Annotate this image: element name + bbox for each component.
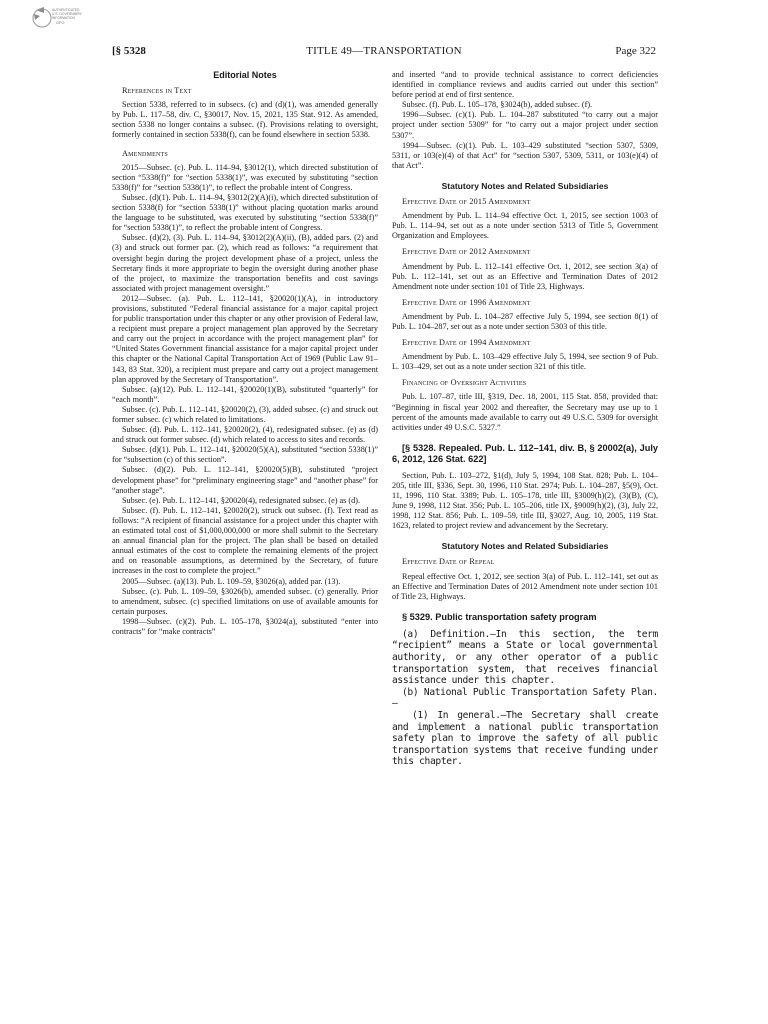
amendment-paragraph: Subsec. (d)(1). Pub. L. 112–141, §20020(5)(A), substituted “section 5338(1)” for “subsection (c) of this section”. [112, 445, 378, 465]
references-heading: References in Text [122, 86, 192, 96]
effective-1996-paragraph: Amendment by Pub. L. 104–287 effective July 5, 1994, see section 8(1) of Pub. L. 104–287, set out as a note under section 5303 of this title. [392, 311, 658, 331]
amendment-paragraph: Subsec. (c). Pub. L. 112–141, §20020(2), (3), added subsec. (c) and struck out former subsec. (c) which related to limitations. [112, 404, 378, 424]
continued-paragraph: 1996—Subsec. (c)(1). Pub. L. 104–287 substituted “to carry out a major project under section 5309” for “to carry out a major project under section 5307”. [392, 110, 658, 140]
amendment-paragraph: Subsec. (d)(1). Pub. L. 114–94, §3012(2)(A)(i), which directed substitution of section 5338(f) for “section 5338(1)” without placing quotation marks around the language to be substituted, was executed by substituting “section 5338(f)” for “section 5338(1)”, to reflect the probable intent of Congress. [112, 192, 378, 233]
effective-repeal-paragraph: Repeal effective Oct. 1, 2012, see section 3(a) of Pub. L. 112–141, set out as an Effective and Termination Dates of 2012 Amendment note under section 101 of Title 23, Highways. [392, 571, 658, 601]
section-5328-repealed-paragraph: Section, Pub. L. 103–272, §1(d), July 5, 1994, 108 Stat. 828; Pub. L. 104–205, title III, §336, Sept. 30, 1996, 110 Stat. 2974; Pub. L. 104–287, §5(9), Oct. 11, 1996, 110 Stat. 3389; Pub. L. 105–178, title III, §3009(h)(2), (3)(B), (C), June 9, 1998, 112 Stat. 356; Pub. L. 105–206, title IX, §9009(h)(2), (3), July 22, 1998, 112 Stat. 856; Pub. L. 109–59, title III, §3027, Aug. 10, 2005, 119 Stat. 1623, related to project review and advancement by the Secretary. [392, 470, 658, 531]
right-column [392, 70, 658, 970]
svg-text:INFORMATION: INFORMATION [52, 16, 75, 20]
section-5329-paragraph: (a) Definition.—In this section, the term “recipient” means a State or local governmental authority, or any other operator of a public transportation system, that receives financial assistance under this chapter. [392, 628, 658, 687]
gpo-authentication-seal [30, 4, 82, 34]
amendments-heading: Amendments [122, 148, 168, 158]
references-paragraph: Section 5338, referred to in subsecs. (c) and (d)(1), was amended generally by Pub. L. 117–58, div. C, §30017, Nov. 15, 2021, 135 Stat. 912. As amended, section 5338 no longer contains a subsec. (f). Provisions relating to oversight, formerly contained in section 5338(f), can be found elsewhere in section 5338. [112, 100, 378, 140]
section-5329-paragraph: (1) In general.—The Secretary shall create and implement a national public transportation safety plan to improve the safety of all public transportation systems that receive funding under this chapter. [392, 710, 658, 768]
continued-paragraph: and inserted “and to provide technical assistance to correct deficiencies identified in compliance reviews and audits carried out under this section” before period at end of first sentence. [392, 70, 658, 100]
amendment-paragraph: 2012—Subsec. (a). Pub. L. 112–141, §20020(1)(A), in introductory provisions, substituted “Federal financial assistance for a major capital project for public transportation under this chapter or any other provision of Federal law, a recipient must prepare a project management plan approved by the Secretary and carry out the project in accordance with the project management plan” for “United States Government financial assistance for a major capital project under this chapter or the National Capital Transportation Act of 1969 (Public Law 91–143, 83 Stat. 320), a recipient must prepare and carry out a project management plan approved by the Secretary of Transportation”. [112, 293, 378, 384]
effective-2012-paragraph: Amendment by Pub. L. 112–141 effective Oct. 1, 2012, see section 3(a) of Pub. L. 112–141, set out as an Effective and Termination Dates of 2012 Amendment note under section 101 of Title 23, Highways. [392, 261, 658, 291]
svg-text:U.S. GOVERNMENT: U.S. GOVERNMENT [52, 12, 82, 16]
effective-repeal-heading: Effective Date of Repeal [402, 557, 495, 567]
header-page-number: Page 322 [615, 45, 656, 57]
effective-1996-heading: Effective Date of 1996 Amendment [402, 297, 531, 307]
amendment-paragraph: Subsec. (f). Pub. L. 112–141, §20020(2), struck out subsec. (f). Text read as follows: “A recipient of financial assistance for a project under this chapter with an estimated total cost of $1,000,000,000 or more shall submit to the Secretary an annual financial plan for the project. The plan shall be based on detailed annual estimates of the cost to complete the remaining elements of the project and on reasonable assumptions, as determined by the Secretary, of future increases in the cost to complete the project.” [112, 505, 378, 576]
svg-text:GPO: GPO [56, 21, 65, 25]
amendment-paragraph: 2005—Subsec. (a)(13). Pub. L. 109–59, §3026(a), added par. (13). [122, 576, 341, 586]
section-5328-repealed-heading: [§ 5328. Repealed. Pub. L. 112–141, div. B, § 20002(a), July 6, 2012, 126 Stat. 622] [392, 442, 658, 464]
amendment-paragraph: Subsec. (c). Pub. L. 109–59, §3026(b), amended subsec. (c) generally. Prior to amendment, subsec. (c) specified limitations on use of available amounts for certain purposes. [112, 586, 378, 616]
continued-paragraph: 1994—Subsec. (c)(1). Pub. L. 103–429 substituted “section 5307, 5309, 5311, or 103(e)(4) of that Act” for “section 5307, 5309, 5311, or 103(e)(4) of that Act”. [392, 140, 658, 170]
amendment-paragraph: Subsec. (d)(2), (3). Pub. L. 114–94, §3012(2)(A)(ii), (B), added pars. (2) and (3) and struck out former par. (2), which read as follows: “a requirement that oversight begin during the project development phase of a project, unless the Secretary finds it more appropriate to begin the oversight during another phase of the project, to maximize the transportation benefits and cost savings associated with project management oversight.” [112, 233, 378, 293]
amendment-paragraph: Subsec. (d)(2). Pub. L. 112–141, §20020(5)(B), substituted “project development phase” for “preliminary engineering stage” and “another phase” for “another stage”. [112, 465, 378, 495]
section-5329-body [392, 629, 658, 768]
left-column [112, 70, 378, 970]
amendment-paragraph: Subsec. (e). Pub. L. 112–141, §20020(4), redesignated subsec. (e) as (d). [122, 495, 360, 505]
effective-2015-paragraph: Amendment by Pub. L. 114–94 effective Oct. 1, 2015, see section 1003 of Pub. L. 114–94, set out as a note under section 5313 of Title 5, Government Organization and Employees. [392, 211, 658, 241]
statutory-notes-heading: Statutory Notes and Related Subsidiaries [441, 180, 609, 191]
section-5329-paragraph: (b) National Public Transportation Safety Plan.— [392, 686, 658, 710]
editorial-notes-heading: Editorial Notes [213, 70, 277, 80]
page-header [112, 45, 656, 63]
section-5329-heading: § 5329. Public transportation safety program [402, 611, 597, 622]
effective-1994-paragraph: Amendment by Pub. L. 103–429 effective July 5, 1994, see section 9 of Pub. L. 103–429, set out as a note under section 321 of this title. [392, 352, 658, 372]
svg-text:AUTHENTICATED: AUTHENTICATED [52, 8, 80, 12]
continued-paragraph: Subsec. (f). Pub. L. 105–178, §3024(b), added subsec. (f). [402, 100, 593, 110]
amendment-paragraph: Subsec. (d). Pub. L. 112–141, §20020(2), (4), redesignated subsec. (e) as (d) and struck out former subsec. (d) which related to access to sites and records. [112, 425, 378, 445]
header-title: TITLE 49—TRANSPORTATION [306, 45, 462, 57]
amendment-paragraph: Subsec. (a)(12). Pub. L. 112–141, §20020(1)(B), substituted “quarterly” for “each month”. [112, 384, 378, 404]
effective-2015-heading: Effective Date of 2015 Amendment [402, 197, 531, 207]
effective-2012-heading: Effective Date of 2012 Amendment [402, 247, 531, 257]
header-section: [§ 5328 [112, 45, 146, 57]
financing-oversight-paragraph: Pub. L. 107–87, title III, §319, Dec. 18, 2001, 115 Stat. 858, provided that: “Beginning in fiscal year 2002 and thereafter, the Secretary may use up to 1 percent of the amounts made available to carry out 49 U.S.C. 5309 for oversight activities under 49 U.S.C. 5327.” [392, 392, 658, 432]
statutory-notes-heading: Statutory Notes and Related Subsidiaries [441, 541, 609, 552]
financing-oversight-heading: Financing of Oversight Activities [402, 378, 527, 388]
effective-1994-heading: Effective Date of 1994 Amendment [402, 338, 531, 348]
amendment-paragraph: 1998—Subsec. (c)(2). Pub. L. 105–178, §3024(a), substituted “enter into contracts” for “make contracts” [112, 616, 378, 636]
amendment-paragraph: 2015—Subsec. (c). Pub. L. 114–94, §3012(1), which directed substitution of section “5338(f)” for “section 5338(1)”, was executed by substituting “section 5338(f)” for “section 5338(1)”, to reflect the probable intent of Congress. [112, 162, 378, 192]
